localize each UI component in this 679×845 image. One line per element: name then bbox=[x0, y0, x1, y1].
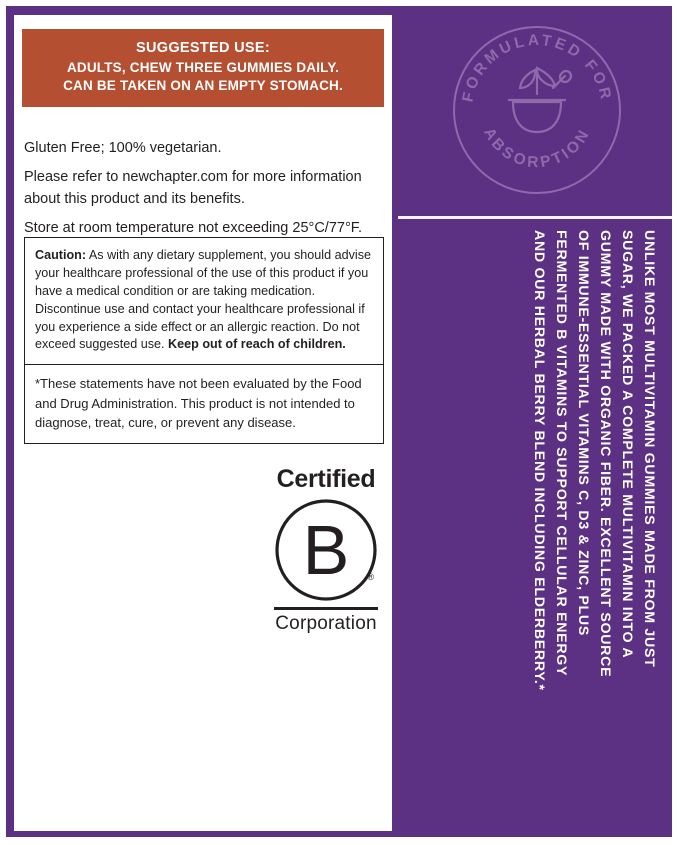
fda-disclaimer-text: *These statements have not been evaluated by the Food and Drug Administration. This product is not intended to diagnose, treat, cure, or prevent any disease. bbox=[35, 376, 362, 430]
info-website-reference: Please refer to newchapter.com for more information about this product and its benefits. bbox=[24, 169, 362, 208]
label-frame-right bbox=[672, 0, 679, 845]
bcorp-underline-rule bbox=[274, 607, 378, 610]
caution-box bbox=[24, 237, 384, 365]
marketing-copy-line-4: OF IMMUNE-ESSENTIAL VITAMINS C, D3 & ZINC, PLUS bbox=[575, 230, 591, 636]
caution-label: Caution: bbox=[35, 248, 87, 262]
bcorp-corporation-text: Corporation bbox=[275, 613, 377, 634]
info-gluten-free: Gluten Free; 100% vegetarian. bbox=[24, 140, 222, 156]
marketing-copy-line-3: GUMMY MADE WITH ORGANIC FIBER. EXCELLENT SOURCE bbox=[597, 230, 613, 678]
seal-bottom-text: ABSORPTION bbox=[480, 125, 594, 172]
seal-divider-rule bbox=[398, 216, 672, 219]
suggested-use-line-2: CAN BE TAKEN ON AN EMPTY STOMACH. bbox=[63, 78, 343, 94]
seal-top-text: FORMULATED FOR bbox=[459, 31, 615, 104]
suggested-use-line-1: ADULTS, CHEW THREE GUMMIES DAILY. bbox=[66, 59, 340, 75]
marketing-copy-line-2: SUGAR, WE PACKED A COMPLETE MULTIVITAMIN INTO A bbox=[619, 230, 635, 659]
svg-text:B: B bbox=[302, 511, 350, 589]
bcorp-b-mark-icon bbox=[274, 498, 378, 602]
bcorp-registered-mark: ® bbox=[367, 572, 374, 582]
suggested-use-block bbox=[22, 29, 384, 107]
bcorp-certified-text: Certified bbox=[276, 465, 376, 493]
general-info-block bbox=[24, 137, 382, 246]
label-frame-top bbox=[0, 0, 679, 6]
caution-emphasis: Keep out of reach of children. bbox=[168, 337, 346, 352]
marketing-copy-block bbox=[398, 230, 672, 830]
marketing-copy-line-5: FERMENTED B VITAMINS TO SUPPORT CELLULAR ENERGY bbox=[553, 230, 569, 677]
label-frame-left bbox=[0, 0, 6, 845]
info-storage: Store at room temperature not exceeding 25°C/77°F. bbox=[24, 220, 363, 237]
caution-body: As with any dietary supplement, you should advise your healthcare professional of the use of this product if you have a medical condition or are taking medication. Discontinue use and contact your healthcare professional if you experience a side effect or an allergic reaction. Do not exceed suggested use. bbox=[35, 248, 372, 352]
bcorp-certification-logo bbox=[264, 467, 388, 635]
formulated-for-absorption-seal bbox=[449, 22, 625, 198]
suggested-use-title: SUGGESTED USE: bbox=[136, 40, 270, 56]
label-frame-bottom bbox=[0, 837, 679, 845]
information-panel bbox=[14, 15, 392, 831]
marketing-copy-line-1: UNLIKE MOST MULTIVITAMIN GUMMIES MADE FROM JUST bbox=[641, 230, 657, 668]
marketing-copy-line-6: AND OUR HERBAL BERRY BLEND INCLUDING ELDERBERRY.* bbox=[531, 230, 547, 691]
fda-disclaimer-box bbox=[24, 364, 384, 444]
